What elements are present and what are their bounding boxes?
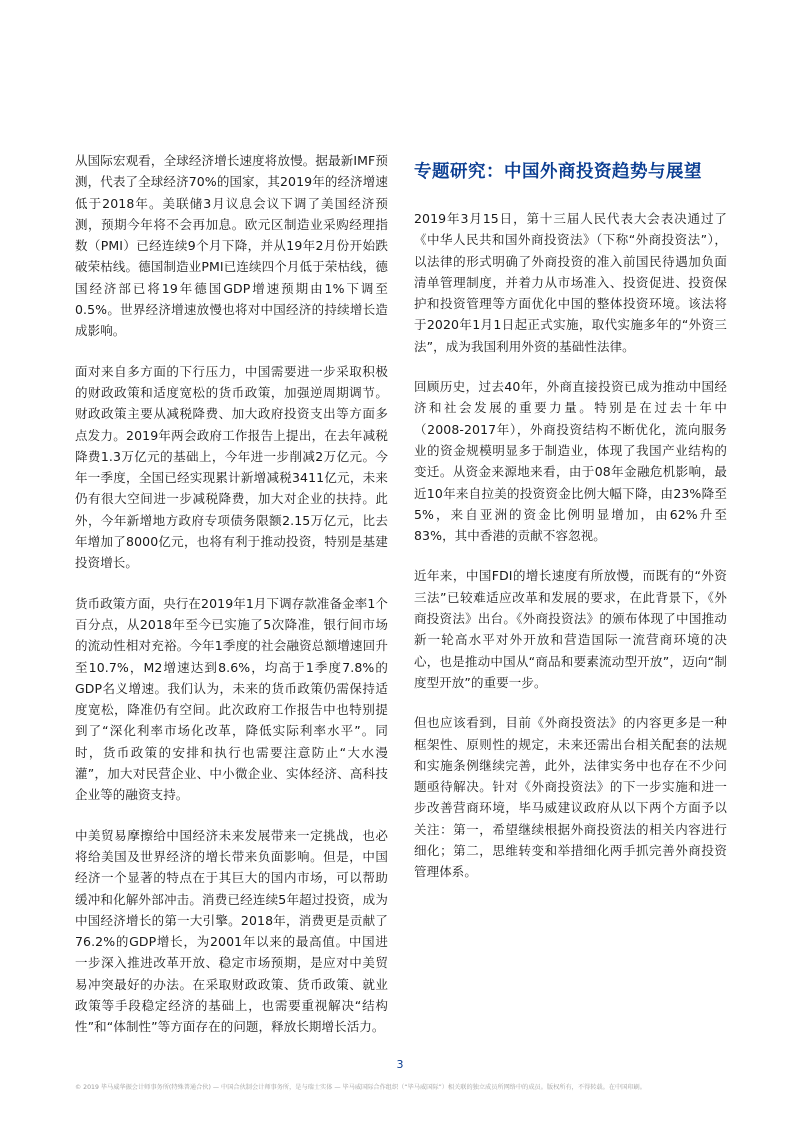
page-number: 3 <box>396 1058 404 1071</box>
right-paragraph-4: 但也应该看到，目前《外商投资法》的内容更多是一种框架性、原则性的规定，未来还需出台相关配套的法规和实施条例继续完善，此外，法律实务中也存在不少问题亟待解决。针对《外商投资法》的下一步实施和进一步改善营商环境，毕马威建议政府从以下两个方面予以关注：第一，希望继续根据外商投资法的相关内容进行细化；第二，思维转变和举措细化两手抓完善外商投资管理体系。 <box>414 715 727 880</box>
right-paragraph-2: 回顾历史，过去40年，外商直接投资已成为推动中国经济和社会发展的重要力量。特别是在过去十年中（2008-2017年），外商投资结构不断优化，流向服务业的资金规模明显多于制造业，体现了我国产业结构的变迁。从资金来源地来看，由于08年金融危机影响，最近10年来自拉美的投资资金比例大幅下降，由23%降至5%，来自亚洲的资金比例明显增加，由62%升至83%，其中香港的贡献不容忽视。 <box>414 379 727 544</box>
left-paragraph-2: 面对来自多方面的下行压力，中国需要进一步采取积极的财政政策和适度宽松的货币政策，加强逆周期调节。财政政策主要从减税降费、加大政府投资支出等方面多点发力。2019年两会政府工作报告上提出，在去年减税降费1.3万亿元的基础上，今年进一步削减2万亿元。今年一季度，全国已经实现累计新增减税3411亿元，未来仍有很大空间进一步减税降费，加大对企业的扶持。此外，今年新增地方政府专项债务限额2.15万亿元，比去年增加了8000亿元，也将有利于推动投资，特别是基建投资增长。 <box>75 363 388 571</box>
section-heading: 专题研究：中国外商投资趋势与展望 <box>414 162 702 182</box>
left-paragraph-1: 从国际宏观看，全球经济增长速度将放慢。据最新IMF预测，代表了全球经济70%的国家，其2019年的经济增速低于2018年。美联储3月议息会议下调了美国经济预测，预期今年将不会再加息。欧元区制造业采购经理指数（PMI）已经连续9个月下降，并从19年2月份开始跌破荣枯线。德国制造业PMI已连续四个月低于荣枯线，德国经济部已将19年德国GDP增速预期由1%下调至0.5%。世界经济增速放慢也将对中国经济的持续增长造成影响。 <box>75 153 388 339</box>
right-paragraph-1: 2019年3月15日，第十三届人民代表大会表决通过了《中华人民共和国外商投资法》（下称“外商投资法”），以法律的形式明确了外商投资的准入前国民待遇加负面清单管理制度，并着力从市场准入、投资促进、投资保护和投资管理等方面优化中国的整体投资环境。该法将于2020年1月1日起正式实施，取代实施多年的“外资三法”，成为我国利用外资的基础性法律。 <box>414 211 727 354</box>
left-column <box>75 150 388 1057</box>
copyright-note: © 2019 毕马威华振会计师事务所(特殊普通合伙) — 中国合伙制会计师事务所，是与瑞士实体 — 毕马威国际合作组织（“毕马威国际”）相关联的独立成员所网络中的成员。版权所有，不得转载。在中国印刷。 <box>75 1084 646 1091</box>
right-paragraph-3: 近年来，中国FDI的增长速度有所放慢，而既有的“外资三法”已较难适应改革和发展的要求，在此背景下，《外商投资法》出台。《外商投资法》的颁布体现了中国推动新一轮高水平对外开放和营造国际一流营商环境的决心，也是推动中国从“商品和要素流动型开放”，迈向“制度型开放”的重要一步。 <box>414 568 727 690</box>
left-paragraph-3: 货币政策方面，央行在2019年1月下调存款准备金率1个百分点，从2018年至今已实施了5次降准，银行间市场的流动性相对充裕。今年1季度的社会融资总额增速回升至10.7%，M2增速达到8.6%，均高于1季度7.8%的GDP名义增速。我们认为，未来的货币政策仍需保持适度宽松，降准仍有空间。此次政府工作报告中也特别提到了“深化利率市场化改革，降低实际利率水平”。同时，货币政策的安排和执行也需要注意防止“大水漫灌”，加大对民营企业、中小微企业、实体经济、高科技企业等的融资支持。 <box>75 595 388 803</box>
left-paragraph-4: 中美贸易摩擦给中国经济未来发展带来一定挑战，也必将给美国及世界经济的增长带来负面影响。但是，中国经济一个显著的特点在于其巨大的国内市场，可以帮助缓冲和化解外部冲击。消费已经连续5年超过投资，成为中国经济增长的第一大引擎。2018年，消费更是贡献了76.2%的GDP增长，为2001年以来的最高值。中国进一步深入推进改革开放、稳定市场预期，是应对中美贸易冲突最好的办法。在采取财政政策、货币政策、就业政策等手段稳定经济的基础上，也需要重视解决“结构性”和“体制性”等方面存在的问题，释放长期增长活力。 <box>75 827 388 1035</box>
right-column <box>414 158 727 902</box>
